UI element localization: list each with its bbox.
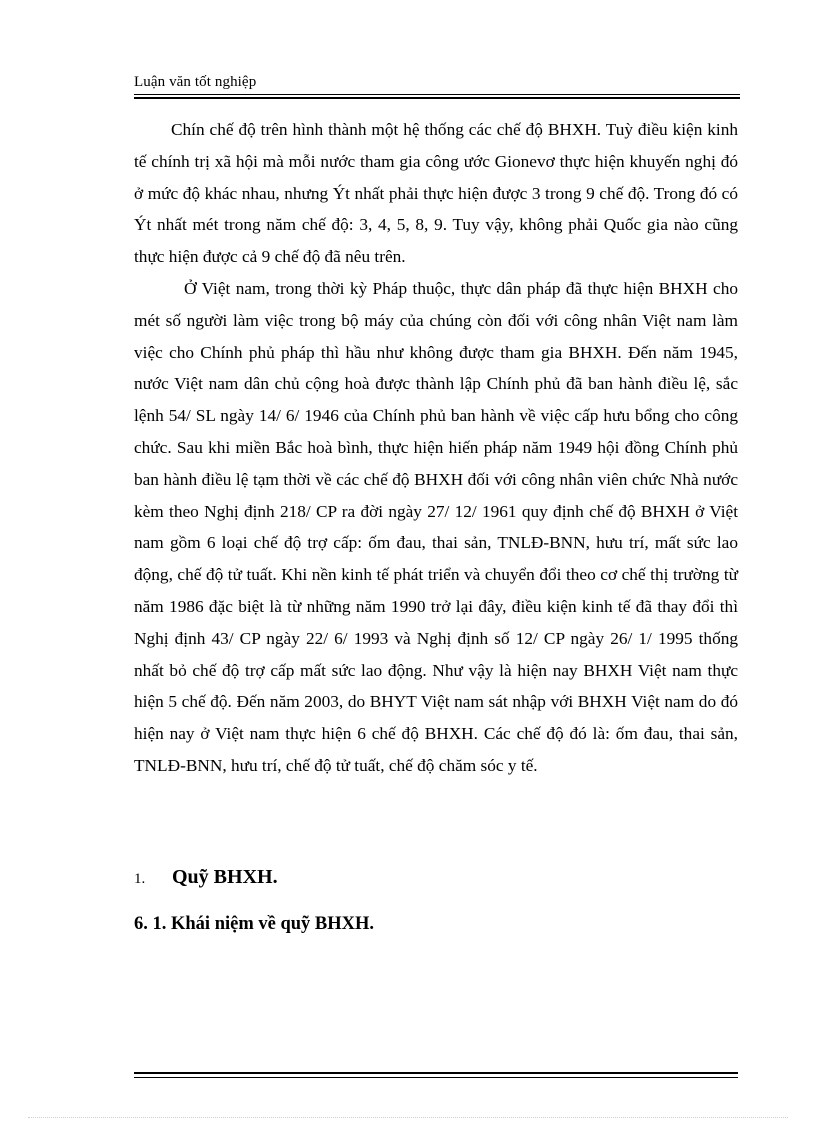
page-edge-divider	[28, 1117, 788, 1118]
footer-rule-thick	[134, 1072, 738, 1074]
paragraph-1: Chín chế độ trên hình thành một hệ thống các chế độ BHXH. Tuỳ điều kiện kinh tế chính trị xã hội mà mỗi nước tham gia công ước Gionevơ thực hiện khuyến nghị đó ở mức độ khác nhau, nhưng Ýt nhất phải thực hiện được 3 trong 9 chế độ. Trong đó có Ýt nhất mét trong năm chế độ: 3, 4, 5, 8, 9. Tuy vậy, không phải Quốc gia nào cũng thực hiện được cả 9 chế độ đã nêu trên.	[134, 120, 738, 267]
header-rule-thick	[134, 97, 740, 99]
footer-rule-thin	[134, 1077, 738, 1078]
body-text	[134, 114, 738, 782]
subsection-heading: 6. 1. Khái niệm về quỹ BHXH.	[134, 914, 375, 934]
running-header: Luận văn tốt nghiệp	[134, 74, 257, 90]
section-title: Quỹ BHXH.	[172, 866, 278, 888]
paragraph-2: Ở Việt nam, trong thời kỳ Pháp thuộc, thực dân pháp đã thực hiện BHXH cho mét số người làm việc trong bộ máy của chúng còn đối với công nhân Việt nam làm việc cho Chính phủ pháp thì hầu như không được tham gia BHXH. Đến năm 1945, nước Việt nam dân chủ cộng hoà được thành lập Chính phủ đã ban hành điều lệ, sắc lệnh 54/ SL ngày 14/ 6/ 1946 của Chính phủ ban hành về việc cấp hưu bổng cho công chức. Sau khi miền Bắc hoà bình, thực hiện hiến pháp năm 1949 hội đồng Chính phủ ban hành điều lệ tạm thời về các chế độ BHXH đối với công nhân viên chức Nhà nước kèm theo Nghị định 218/ CP ra đời ngày 27/ 12/ 1961 quy định chế độ BHXH ở Việt nam gồm 6 loại chế độ trợ cấp: ốm đau, thai sản, TNLĐ-BNN, hưu trí, mất sức lao động, chế độ tử tuất. Khi nền kinh tế phát triển và chuyển đổi theo cơ chế thị trường từ năm 1986 đặc biệt là từ những năm 1990 trở lại đây, điều kiện kinh tế đã thay đổi thì Nghị định 43/ CP ngày 22/ 6/ 1993 và Nghị định số 12/ CP ngày 26/ 1/ 1995 thống nhất bỏ chế độ trợ cấp mất sức lao động. Như vậy là hiện nay BHXH Việt nam thực hiện 5 chế độ. Đến năm 2003, do BHYT Việt nam sát nhập với BHXH Việt nam do đó hiện nay ở Việt nam thực hiện 6 chế độ BHXH. Các chế độ đó là: ốm đau, thai sản, TNLĐ-BNN, hưu trí, chế độ tử tuất, chế độ chăm sóc y tế.	[134, 278, 738, 775]
header-rule-thin	[134, 94, 740, 95]
section-number: 1.	[134, 871, 146, 887]
section-heading	[134, 866, 278, 889]
